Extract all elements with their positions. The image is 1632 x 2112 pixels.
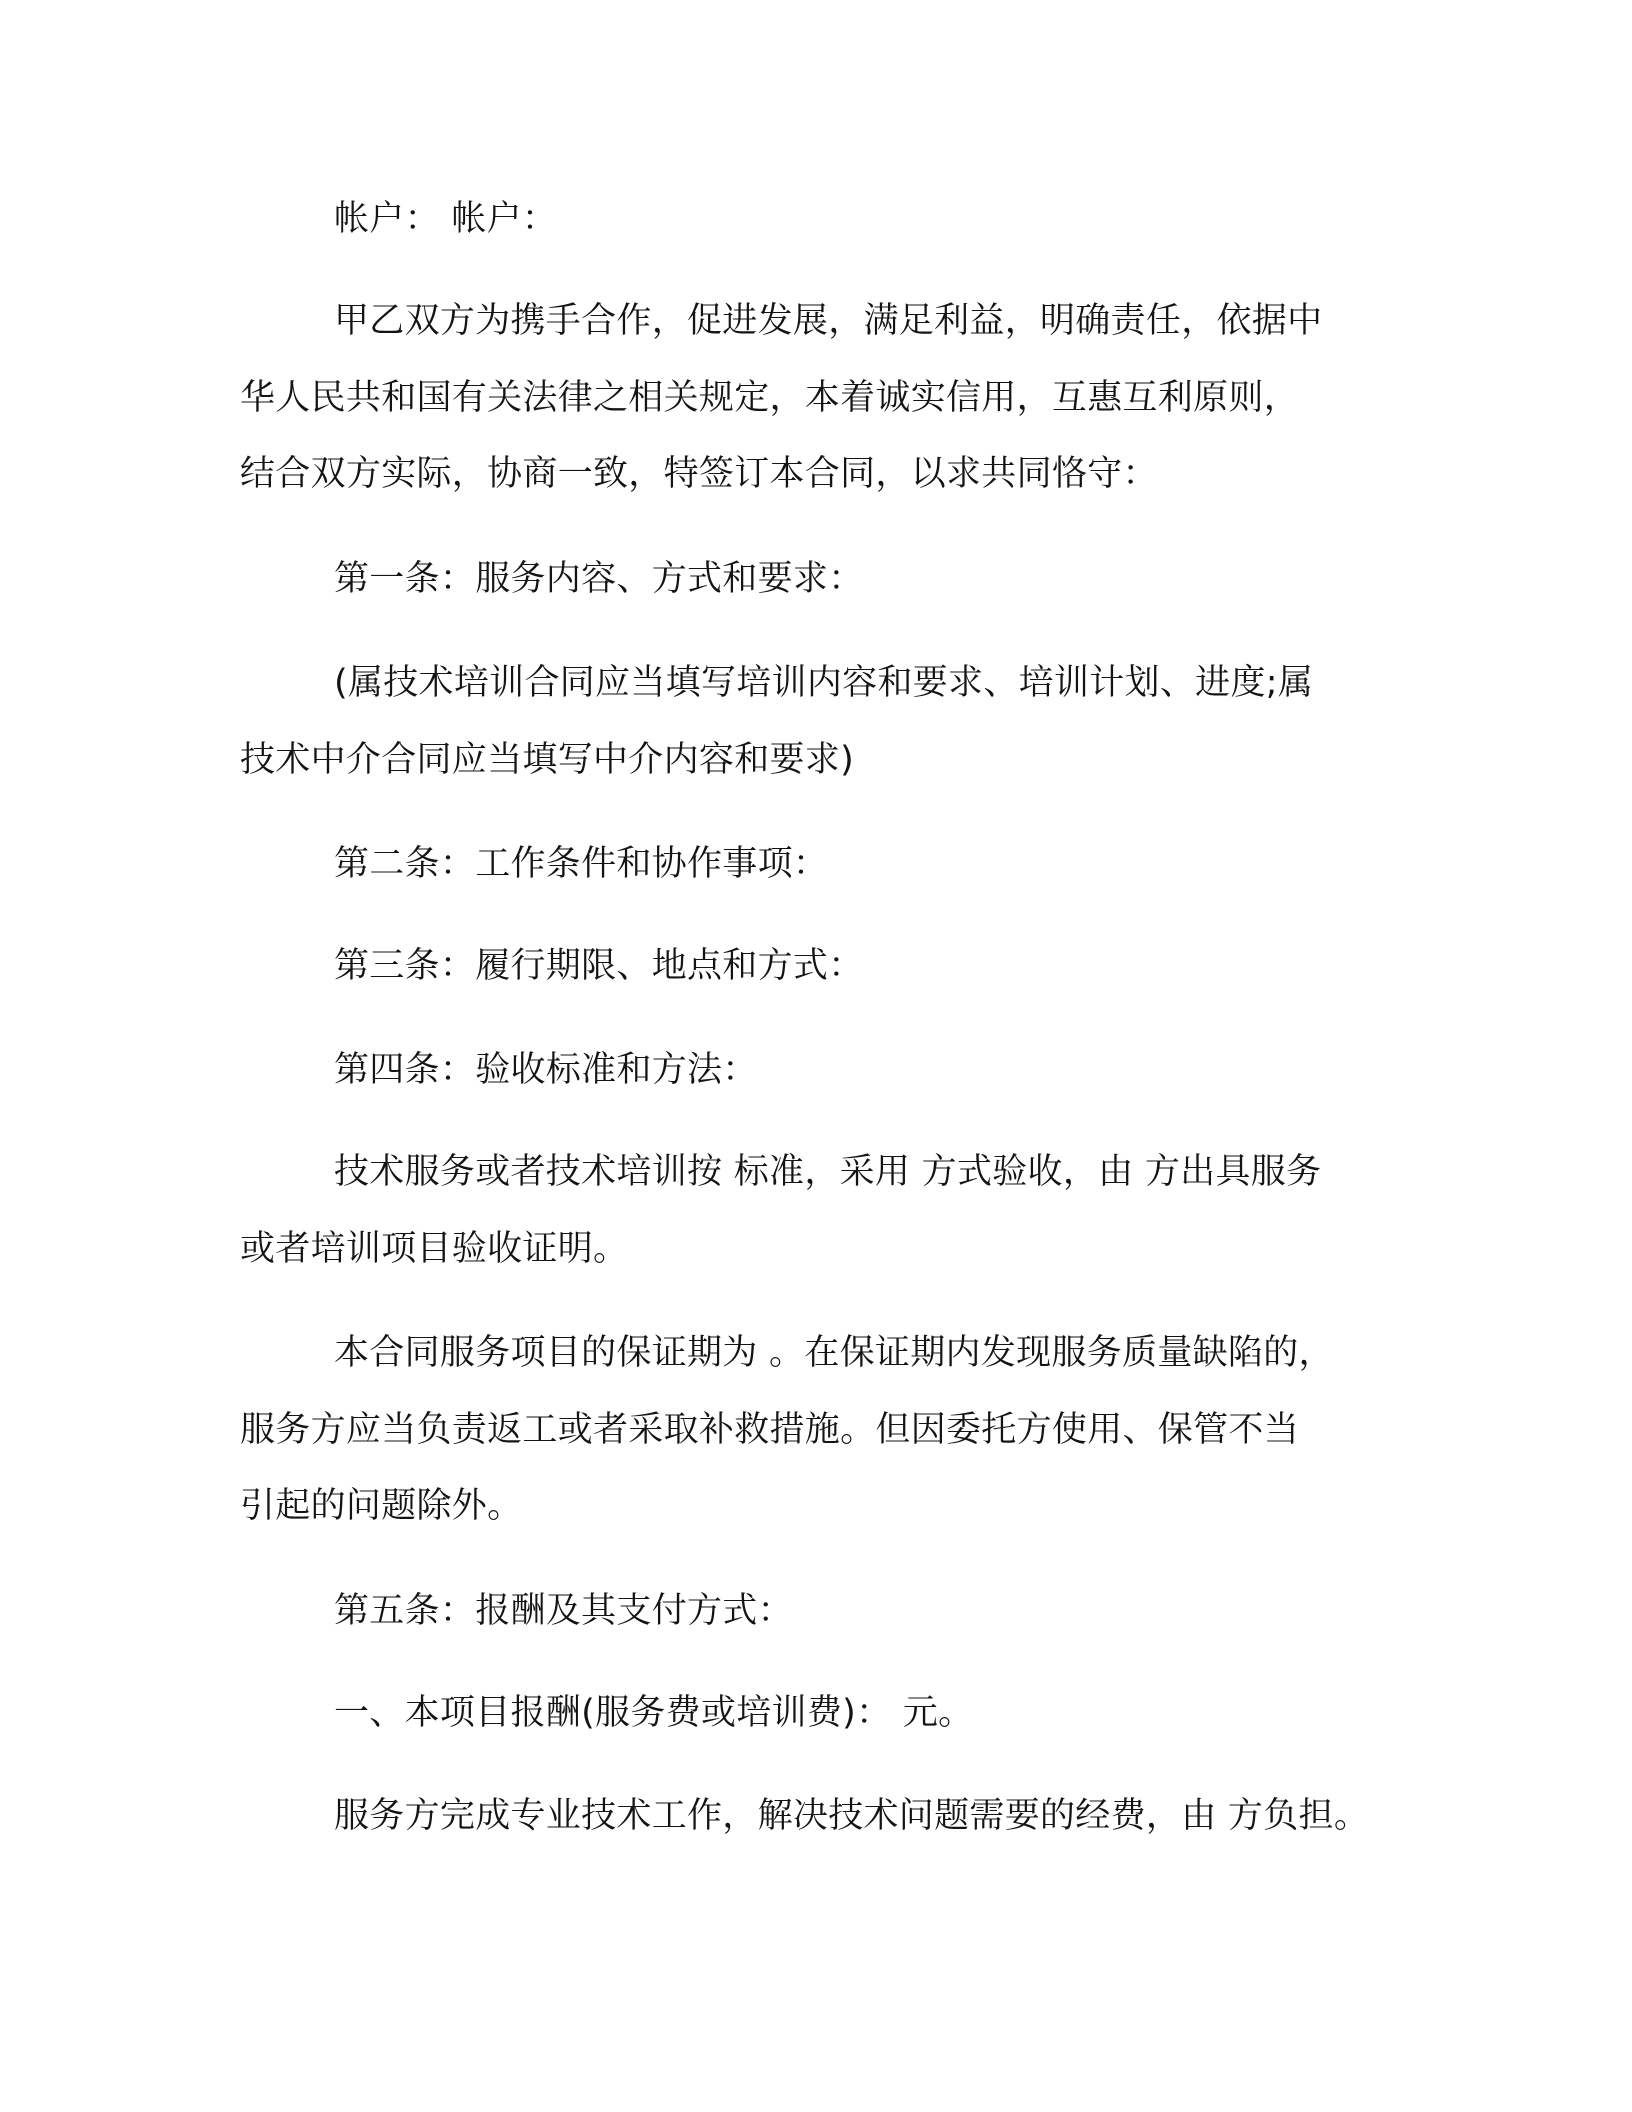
preamble-line-1: 甲乙双方为携手合作，促进发展，满足利益，明确责任，依据中	[334, 301, 1323, 341]
warranty-line-1: 本合同服务项目的保证期为 。在保证期内发现服务质量缺陷的，	[334, 1333, 1334, 1373]
article-1-note-line-1: (属技术培训合同应当填写培训内容和要求、培训计划、进度;属	[334, 663, 1314, 703]
preamble-line-3: 结合双方实际，协商一致，特签订本合同，以求共同恪守：	[240, 454, 1158, 494]
acceptance-line-2: 或者培训项目验收证明。	[240, 1229, 629, 1269]
remuneration-line: 一、本项目报酬(服务费或培训费)： 元。	[334, 1693, 974, 1733]
warranty-line-2: 服务方应当负责返工或者采取补救措施。但因委托方使用、保管不当	[240, 1410, 1300, 1450]
article-2-heading: 第二条：工作条件和协作事项：	[334, 844, 829, 884]
warranty-line-3: 引起的问题除外。	[240, 1486, 523, 1526]
article-1-heading: 第一条：服务内容、方式和要求：	[334, 559, 864, 599]
expense-line: 服务方完成专业技术工作，解决技术问题需要的经费，由 方负担。	[334, 1796, 1370, 1836]
preamble-line-2: 华人民共和国有关法律之相关规定，本着诚实信用，互惠互利原则，	[240, 378, 1300, 418]
account-line: 帐户： 帐户：	[334, 199, 558, 239]
acceptance-line-1: 技术服务或者技术培训按 标准，采用 方式验收，由 方出具服务	[334, 1152, 1322, 1192]
article-4-heading: 第四条：验收标准和方法：	[334, 1050, 758, 1090]
article-5-heading: 第五条：报酬及其支付方式：	[334, 1591, 793, 1631]
article-3-heading: 第三条：履行期限、地点和方式：	[334, 946, 864, 986]
article-1-note-line-2: 技术中介合同应当填写中介内容和要求)	[240, 740, 855, 780]
